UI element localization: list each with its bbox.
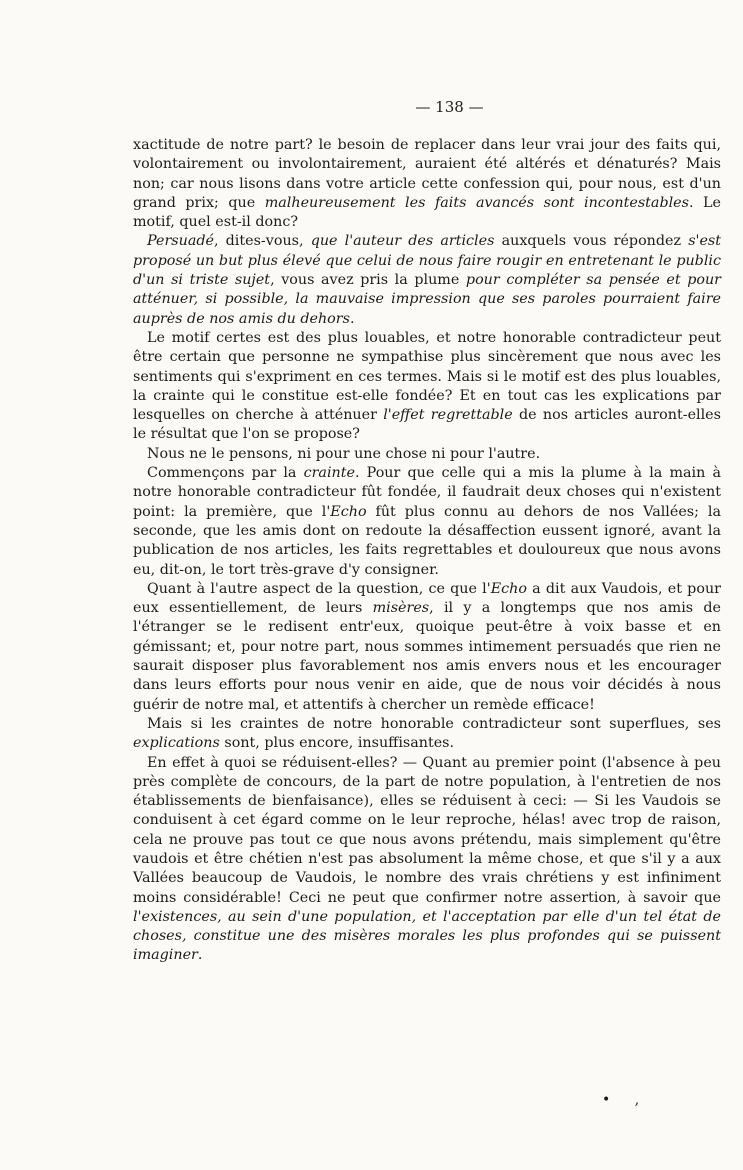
italic-text: Persuadé — [147, 233, 214, 250]
italic-text: l'effet regrettable — [383, 407, 513, 424]
paragraph — [133, 232, 721, 328]
paragraph — [133, 445, 721, 464]
text-run: , vous avez pris la plume — [270, 272, 466, 289]
italic-text: Echo — [490, 580, 527, 597]
page-number: — 138 — — [415, 98, 484, 116]
text-run: Quant à l'autre aspect de la question, ce que l' — [147, 580, 491, 597]
italic-text: explications — [133, 735, 220, 752]
text-run: Commençons par la — [147, 465, 304, 482]
text-run: de nos articles auront-elles le résultat que l'on se propose? — [133, 407, 721, 443]
italic-text: crainte — [303, 465, 355, 482]
text-run: Mais si les craintes de notre honorable contradicteur sont superflues, ses — [147, 715, 721, 732]
paragraph — [133, 329, 721, 445]
text-run: . — [197, 947, 203, 964]
italic-text: malheureusement les faits avancés sont incontestables — [264, 194, 689, 211]
paragraph — [133, 136, 721, 232]
printer-marks: • , — [602, 1092, 650, 1108]
text-run: a dit aux Vaudois, et pour eux essentiellement, de leurs — [133, 580, 721, 617]
italic-text: s'est proposé un but plus élevé que celui de nous faire rougir en entretenant le public d'un si triste sujet — [133, 233, 721, 289]
italic-text: pour compléter sa pensée et pour atténuer, si possible, la mauvaise impression que ses paroles pourraient faire auprès de nos amis du dehors — [133, 272, 722, 327]
paragraph — [133, 754, 721, 966]
text-run: . Pour que celle qui a mis la plume à la main à notre honorable contradicteur fût fondée, il faudrait deux choses qui n'existent point: la première, que l' — [133, 465, 722, 520]
italic-text: Echo — [330, 503, 367, 520]
paragraph — [133, 464, 721, 580]
italic-text: l'existences, au sein d'une population, et l'acceptation par elle d'un tel état de choses, constitue une des misères morales les plus profondes qui se puissent imaginer — [133, 908, 721, 964]
text-run: fût plus connu au dehors de nos Vallées; la seconde, que les amis dont on redoute la désaffection eussent ignoré, avant la publication de nos articles, les faits regrettables et douloureux que nous avons eu, dit-on, le tort très-grave d'y consigner. — [133, 503, 722, 578]
paragraph — [133, 580, 721, 715]
text-run: sont, plus encore, insuffisantes. — [219, 735, 455, 752]
italic-text: misères — [372, 600, 430, 617]
text-run: . Le motif, quel est-il donc? — [133, 194, 721, 231]
text-run: Nous ne le pensons, ni pour une chose ni pour l'autre. — [147, 445, 541, 462]
text-run: En effet à quoi se réduisent-elles? — Quant au premier point (l'absence à peu près complète de concours, de la part de notre population, à l'entretien de nos établissements de bienfaisance), elles se réduisent à ceci: — Si les Vaudois se conduisent à cet égard comme on le leur reproche, hélas! avec trop de raison, cela ne prouve pas tout ce que nous avons prétendu, mais simplement qu'être vaudois et être chétien n'est pas absolument la même chose, et que s'il y a aux Vallées beaucoup de Vaudois, le nombre des vrais chrétiens y est infiniment moins considérable! Ceci ne peut que confirmer notre assertion, à savoir que — [133, 754, 721, 906]
text-run: , il y a longtemps que nos amis de l'étranger se le redisent entr'eux, quoique peut-être à voix basse et en gémissant; et, pour notre part, nous sommes intimement persuadés que rien ne saurait disposer plus favorablement nos amis envers nous et les encourager dans leurs efforts pour nous venir en aide, que de nous voir décidés à nous guérir de notre mal, et attentifs à chercher un remède efficace! — [133, 600, 722, 713]
text-run: auxquels vous répondez — [494, 233, 689, 250]
italic-text: que l'auteur des articles — [310, 233, 495, 250]
text-run: . — [349, 310, 355, 327]
text-run: , dites-vous, — [213, 233, 311, 250]
body-text — [133, 136, 721, 966]
text-run: xactitude de notre part? le besoin de replacer dans leur vrai jour des faits qui, volontairement ou involontairement, auraient été altérés et dénaturés? Mais non; car nous lisons dans votre article cette confession qui, pour nous, est d'un grand prix; que — [133, 137, 721, 211]
paragraph — [133, 715, 721, 754]
text-run: Le motif certes est des plus louables, et notre honorable contradicteur peut être certain que personne ne sympathise plus sincèrement que nous avec les sentiments qui s'expriment en ces termes. Mais si le motif est des plus louables, la crainte qui le constitue est-elle fondée? Et en tout cas les explications par lesquelles on cherche à atténuer — [133, 329, 721, 424]
